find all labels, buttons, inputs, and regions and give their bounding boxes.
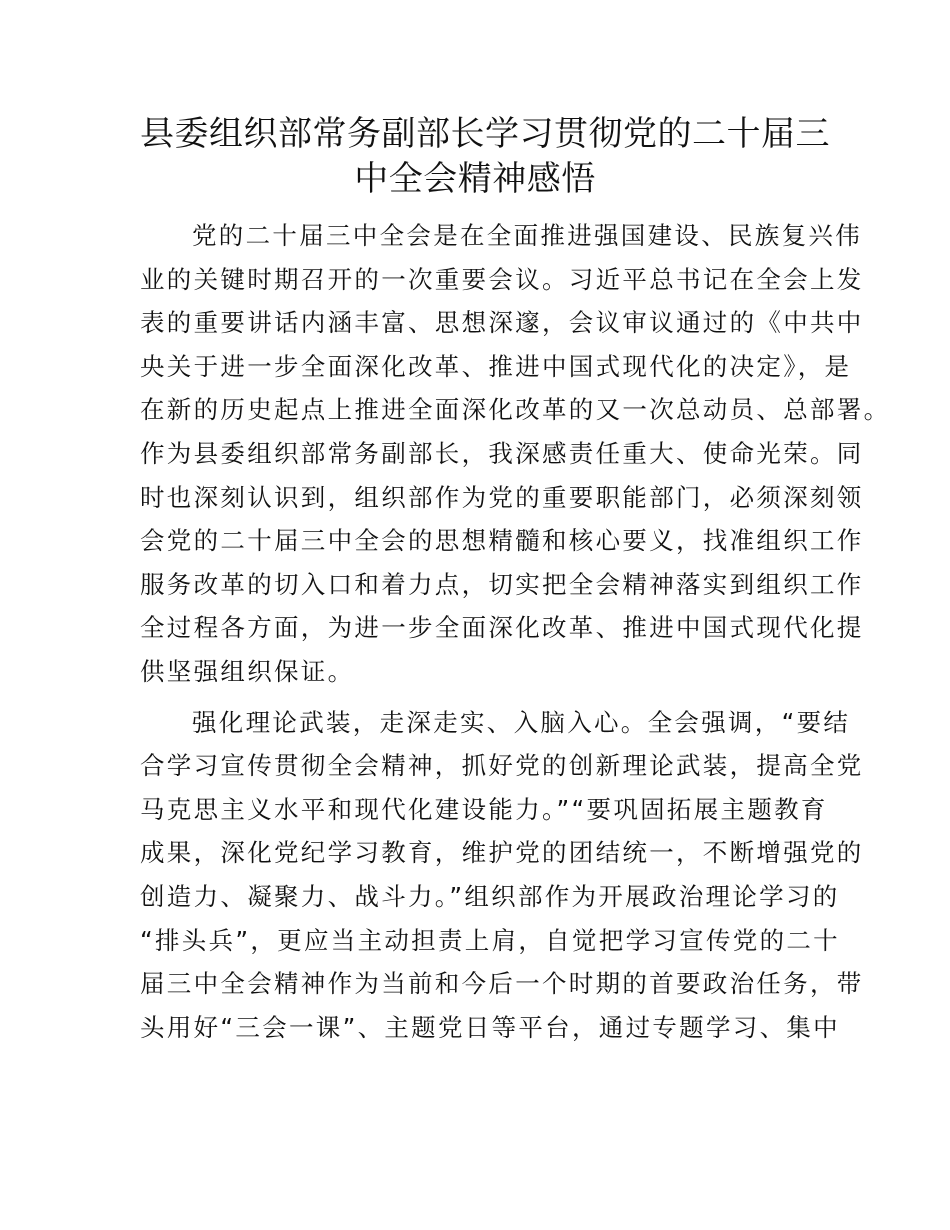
paragraph-1 [140, 214, 891, 694]
text-line: 服务改革的切入口和着力点，切实把全会精神落实到组织工作 [140, 569, 864, 599]
text-line: 成果，深化党纪学习教育，维护党的团结统一，不断增强党的 [140, 838, 864, 868]
text-line: 马克思主义水平和现代化建设能力。”“要巩固拓展主题教育 [140, 794, 828, 824]
text-line: 作为县委组织部常务副部长，我深感责任重大、使命光荣。同 [140, 438, 864, 468]
text-line: 党的二十届三中全会是在全面推进强国建设、民族复兴伟 [192, 221, 862, 250]
text-line: 强化理论武装，走深走实、入脑入心。全会强调，“要结 [192, 707, 851, 737]
document-title [140, 112, 830, 202]
text-line: 业的关键时期召开的一次重要会议。习近平总书记在全会上发 [140, 264, 864, 294]
paragraph-2 [140, 701, 864, 1050]
text-line: 届三中全会精神作为当前和今后一个时期的首要政治任务，带 [140, 969, 864, 999]
text-line: 会党的二十届三中全会的思想精髓和核心要义，找准组织工作 [140, 526, 864, 556]
document-body [140, 214, 891, 1049]
text-line: 时也深刻认识到，组织部作为党的重要职能部门，必须深刻领 [140, 482, 864, 512]
title-line-1: 县委组织部常务副部长学习贯彻党的二十届三 [140, 114, 830, 154]
title-line-2: 中全会精神感悟 [354, 159, 596, 199]
text-line: 供坚强组织保证。 [140, 656, 355, 686]
text-line: 全过程各方面，为进一步全面深化改革、推进中国式现代化提 [140, 613, 864, 643]
text-line: 创造力、凝聚力、战斗力。”组织部作为开展政治理论学习的 [140, 881, 840, 911]
text-line: “排头兵”，更应当主动担责上肩，自觉把学习宣传党的二十 [140, 925, 840, 955]
text-line: 央关于进一步全面深化改革、推进中国式现代化的决定》，是 [140, 351, 852, 381]
text-line: 表的重要讲话内涵丰富、思想深邃，会议审议通过的《中共中 [140, 308, 864, 338]
text-line: 头用好“三会一课”、主题党日等平台，通过专题学习、集中 [140, 1012, 840, 1042]
text-line: 合学习宣传贯彻全会精神，抓好党的创新理论武装，提高全党 [140, 751, 864, 781]
text-line: 在新的历史起点上推进全面深化改革的又一次总动员、总部署。 [140, 395, 891, 425]
